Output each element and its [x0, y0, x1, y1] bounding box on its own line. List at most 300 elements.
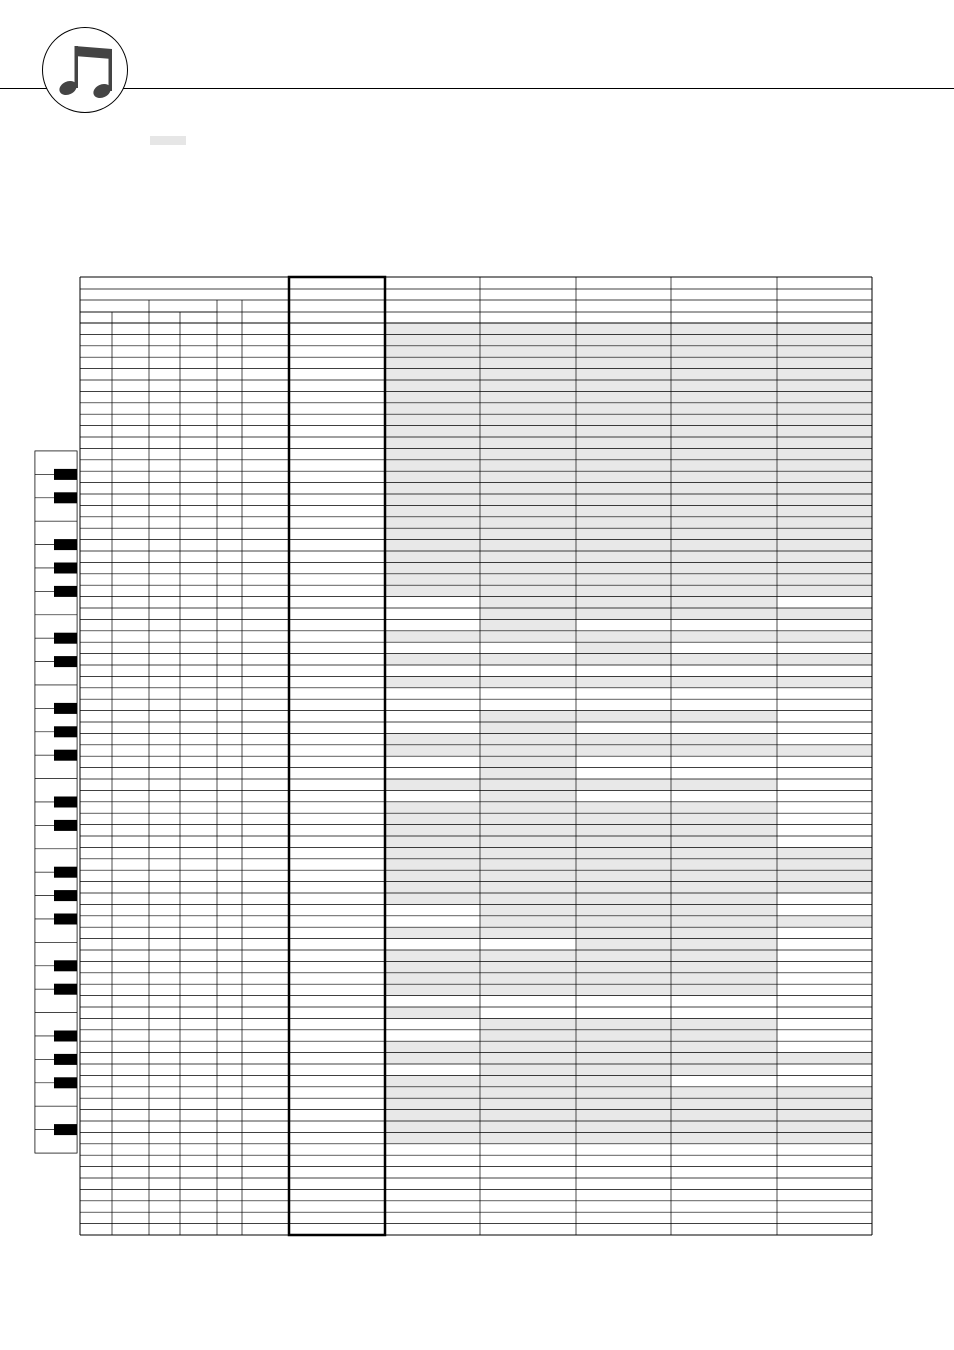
black-key — [54, 960, 77, 971]
shaded-cell — [481, 813, 576, 824]
shaded-cell — [672, 825, 777, 836]
shaded-cell — [778, 346, 872, 357]
shaded-cell — [672, 1053, 777, 1064]
shaded-cell — [386, 551, 480, 562]
shaded-cell — [386, 631, 480, 642]
shaded-cell — [481, 1132, 576, 1143]
shaded-cell — [577, 631, 671, 642]
shaded-cell — [778, 1053, 872, 1064]
shaded-cell — [778, 676, 872, 687]
shaded-cell — [577, 380, 671, 391]
shaded-cell — [481, 984, 576, 995]
shaded-cell — [481, 1041, 576, 1052]
shaded-cell — [778, 528, 872, 539]
shaded-cell — [386, 323, 480, 334]
black-key — [54, 797, 77, 808]
shaded-cell — [386, 882, 480, 893]
shaded-cell — [481, 927, 576, 938]
shaded-cell — [481, 893, 576, 904]
shaded-cell — [481, 460, 576, 471]
shaded-cell — [481, 1018, 576, 1029]
shaded-cell — [481, 733, 576, 744]
shaded-cell — [672, 676, 777, 687]
shaded-cell — [778, 870, 872, 881]
shaded-cell — [672, 961, 777, 972]
shaded-cell — [577, 562, 671, 573]
shaded-cell — [386, 357, 480, 368]
shaded-cell — [386, 426, 480, 437]
shaded-cell — [386, 825, 480, 836]
shaded-cell — [481, 916, 576, 927]
shaded-cell — [481, 676, 576, 687]
shaded-cell — [386, 676, 480, 687]
shaded-cell — [778, 369, 872, 380]
shaded-cell — [386, 927, 480, 938]
shaded-cell — [386, 950, 480, 961]
shaded-cell — [778, 1110, 872, 1121]
shaded-cell — [577, 505, 671, 516]
shaded-cell — [577, 893, 671, 904]
shaded-cell — [481, 380, 576, 391]
shaded-cell — [778, 391, 872, 402]
shaded-cell — [386, 403, 480, 414]
shaded-cell — [481, 540, 576, 551]
shaded-cell — [672, 517, 777, 528]
shaded-cell — [672, 608, 777, 619]
shaded-cell — [481, 722, 576, 733]
shaded-cell — [386, 836, 480, 847]
shaded-cell — [481, 870, 576, 881]
shaded-cell — [577, 448, 671, 459]
shaded-cell — [672, 882, 777, 893]
black-key — [54, 492, 77, 503]
shaded-cell — [481, 1087, 576, 1098]
black-key — [54, 890, 77, 901]
shaded-cell — [481, 847, 576, 858]
shaded-cell — [778, 608, 872, 619]
shaded-cell — [386, 471, 480, 482]
shaded-cell — [481, 551, 576, 562]
shaded-cell — [778, 882, 872, 893]
shaded-cell — [386, 1121, 480, 1132]
shaded-cell — [672, 654, 777, 665]
shaded-cell — [577, 369, 671, 380]
shaded-cell — [481, 403, 576, 414]
shaded-cell — [672, 505, 777, 516]
shaded-cell — [672, 403, 777, 414]
shaded-cell — [672, 984, 777, 995]
shaded-cell — [778, 859, 872, 870]
shaded-cell — [672, 494, 777, 505]
shaded-cell — [386, 847, 480, 858]
black-key — [54, 1124, 77, 1135]
shaded-cell — [577, 882, 671, 893]
black-key — [54, 539, 77, 550]
shaded-cell — [778, 631, 872, 642]
shaded-cell — [386, 1098, 480, 1109]
shaded-cell — [672, 1087, 777, 1098]
shaded-cell — [577, 973, 671, 984]
shaded-cell — [577, 540, 671, 551]
shaded-cell — [481, 768, 576, 779]
shaded-cell — [778, 334, 872, 345]
shaded-cell — [481, 494, 576, 505]
shaded-cell — [577, 802, 671, 813]
shaded-cell — [577, 1041, 671, 1052]
shaded-cell — [778, 448, 872, 459]
black-key — [54, 820, 77, 831]
shaded-cell — [577, 471, 671, 482]
shaded-cell — [386, 391, 480, 402]
shaded-cell — [778, 357, 872, 368]
shaded-cell — [672, 916, 777, 927]
shaded-cell — [577, 585, 671, 596]
shaded-cell — [577, 403, 671, 414]
shaded-cell — [386, 380, 480, 391]
shaded-cell — [577, 323, 671, 334]
shaded-cell — [386, 802, 480, 813]
shaded-cell — [672, 802, 777, 813]
shaded-cell — [577, 460, 671, 471]
shaded-cell — [386, 779, 480, 790]
shaded-cell — [778, 505, 872, 516]
shaded-cell — [778, 654, 872, 665]
shaded-cell — [481, 369, 576, 380]
shaded-cell — [386, 1132, 480, 1143]
black-key — [54, 726, 77, 737]
shaded-cell — [386, 1053, 480, 1064]
shaded-cell — [778, 585, 872, 596]
shaded-cell — [577, 745, 671, 756]
black-key — [54, 984, 77, 995]
shaded-cell — [386, 1041, 480, 1052]
shaded-cell — [386, 505, 480, 516]
shaded-cell — [672, 745, 777, 756]
shaded-cell — [672, 870, 777, 881]
shaded-cell — [386, 870, 480, 881]
shaded-cell — [481, 836, 576, 847]
shaded-cell — [386, 961, 480, 972]
shaded-cell — [481, 608, 576, 619]
shaded-cell — [577, 825, 671, 836]
shaded-cell — [481, 334, 576, 345]
shaded-cell — [778, 1121, 872, 1132]
shaded-cell — [577, 608, 671, 619]
shaded-cell — [577, 597, 671, 608]
shaded-cell — [481, 471, 576, 482]
shaded-cell — [386, 1075, 480, 1086]
shaded-cell — [778, 745, 872, 756]
shaded-cell — [577, 813, 671, 824]
shaded-cell — [672, 836, 777, 847]
shaded-cell — [386, 859, 480, 870]
shaded-cell — [577, 346, 671, 357]
shaded-cell — [672, 528, 777, 539]
shaded-cell — [672, 813, 777, 824]
shaded-cell — [481, 391, 576, 402]
shaded-cell — [577, 654, 671, 665]
shaded-cell — [386, 973, 480, 984]
shaded-cell — [672, 380, 777, 391]
shaded-cell — [386, 984, 480, 995]
shaded-cell — [386, 448, 480, 459]
shaded-cell — [577, 733, 671, 744]
shaded-cell — [778, 414, 872, 425]
shaded-cell — [386, 528, 480, 539]
shaded-cell — [481, 790, 576, 801]
shaded-cell — [577, 1087, 671, 1098]
shaded-cell — [778, 494, 872, 505]
shaded-cell — [577, 939, 671, 950]
shaded-cell — [672, 540, 777, 551]
shaded-cell — [577, 836, 671, 847]
shaded-cell — [778, 574, 872, 585]
shaded-cell — [481, 1030, 576, 1041]
shaded-cell — [672, 334, 777, 345]
shaded-cell — [386, 346, 480, 357]
shaded-cell — [481, 619, 576, 630]
shaded-cell — [577, 528, 671, 539]
shaded-cell — [672, 460, 777, 471]
shaded-cell — [577, 961, 671, 972]
shaded-cell — [778, 323, 872, 334]
shaded-cell — [778, 551, 872, 562]
shaded-cell — [577, 779, 671, 790]
shaded-cell — [481, 1121, 576, 1132]
shaded-cell — [577, 1110, 671, 1121]
black-key — [54, 586, 77, 597]
shaded-cell — [577, 1064, 671, 1075]
shaded-cell — [481, 882, 576, 893]
black-key — [54, 656, 77, 667]
shaded-cell — [577, 870, 671, 881]
shaded-cell — [672, 1041, 777, 1052]
shaded-cell — [386, 733, 480, 744]
shaded-cell — [481, 711, 576, 722]
shaded-cell — [481, 825, 576, 836]
shaded-cell — [778, 916, 872, 927]
shaded-cell — [386, 540, 480, 551]
shaded-cell — [481, 597, 576, 608]
shaded-cell — [481, 802, 576, 813]
shaded-cell — [386, 562, 480, 573]
shaded-cell — [778, 1132, 872, 1143]
shaded-cell — [386, 654, 480, 665]
shaded-cell — [778, 380, 872, 391]
shaded-cell — [778, 562, 872, 573]
shaded-cell — [386, 334, 480, 345]
shaded-cell — [577, 676, 671, 687]
shaded-cell — [672, 927, 777, 938]
shaded-cell — [386, 813, 480, 824]
shaded-cell — [672, 1132, 777, 1143]
shaded-cell — [672, 631, 777, 642]
shaded-cell — [778, 517, 872, 528]
shaded-cell — [672, 950, 777, 961]
shaded-cell — [386, 574, 480, 585]
shaded-cell — [672, 893, 777, 904]
shaded-cell — [577, 642, 671, 653]
shaded-cell — [481, 426, 576, 437]
shaded-cell — [778, 847, 872, 858]
shaded-cell — [672, 711, 777, 722]
shaded-cell — [386, 893, 480, 904]
shaded-cell — [386, 483, 480, 494]
shaded-cell — [672, 551, 777, 562]
shaded-cell — [386, 369, 480, 380]
shaded-cell — [386, 494, 480, 505]
black-key — [54, 867, 77, 878]
shaded-cell — [672, 1121, 777, 1132]
shaded-cell — [672, 1110, 777, 1121]
shaded-cell — [672, 448, 777, 459]
shaded-cell — [386, 414, 480, 425]
black-key — [54, 703, 77, 714]
shaded-cell — [577, 1018, 671, 1029]
shaded-cell — [386, 1007, 480, 1018]
shaded-cell — [778, 1087, 872, 1098]
shaded-cell — [577, 711, 671, 722]
shaded-cell — [672, 1064, 777, 1075]
shaded-cell — [481, 1064, 576, 1075]
shaded-cell — [577, 847, 671, 858]
black-key — [54, 750, 77, 761]
shaded-cell — [672, 597, 777, 608]
shaded-cell — [672, 904, 777, 915]
shaded-cell — [386, 1110, 480, 1121]
shaded-cell — [577, 916, 671, 927]
shaded-cell — [778, 540, 872, 551]
shaded-cell — [672, 483, 777, 494]
shaded-cell — [481, 448, 576, 459]
shaded-cell — [481, 357, 576, 368]
shaded-cell — [481, 904, 576, 915]
shaded-cell — [577, 1132, 671, 1143]
black-key — [54, 563, 77, 574]
shaded-cell — [481, 585, 576, 596]
shaded-cell — [577, 1098, 671, 1109]
shaded-cell — [577, 551, 671, 562]
shaded-cell — [481, 562, 576, 573]
shaded-cell — [481, 483, 576, 494]
shaded-cell — [577, 1053, 671, 1064]
shaded-cell — [481, 950, 576, 961]
shaded-cell — [672, 369, 777, 380]
shaded-cell — [481, 346, 576, 357]
shaded-cell — [481, 1098, 576, 1109]
shaded-cell — [481, 1053, 576, 1064]
shaded-cell — [778, 483, 872, 494]
shaded-cell — [481, 631, 576, 642]
shaded-cell — [672, 1098, 777, 1109]
shaded-cell — [386, 517, 480, 528]
shaded-cell — [577, 950, 671, 961]
shaded-cell — [778, 437, 872, 448]
shaded-cell — [778, 403, 872, 414]
black-key — [54, 633, 77, 644]
shaded-cell — [672, 414, 777, 425]
shaded-cell — [481, 859, 576, 870]
shaded-cell — [577, 437, 671, 448]
shaded-cell — [672, 779, 777, 790]
shaded-cell — [481, 517, 576, 528]
shaded-cell — [481, 654, 576, 665]
shaded-cell — [577, 984, 671, 995]
shaded-cell — [672, 859, 777, 870]
shaded-cell — [481, 505, 576, 516]
shaded-cell — [386, 437, 480, 448]
shaded-cell — [672, 1030, 777, 1041]
shaded-cell — [577, 904, 671, 915]
shaded-cell — [577, 334, 671, 345]
shaded-cell — [481, 323, 576, 334]
shaded-cell — [577, 1030, 671, 1041]
shaded-cell — [672, 847, 777, 858]
black-key — [54, 914, 77, 925]
shaded-cell — [672, 437, 777, 448]
shaded-cell — [481, 414, 576, 425]
shaded-cell — [577, 494, 671, 505]
shaded-cell — [778, 460, 872, 471]
shaded-cell — [672, 323, 777, 334]
shaded-cell — [481, 779, 576, 790]
shaded-cell — [577, 574, 671, 585]
shaded-cell — [481, 1110, 576, 1121]
shaded-cell — [481, 437, 576, 448]
shaded-cell — [672, 357, 777, 368]
shaded-cell — [672, 585, 777, 596]
black-key — [54, 1031, 77, 1042]
black-key — [54, 1077, 77, 1088]
shaded-cell — [481, 1075, 576, 1086]
shaded-cell — [672, 471, 777, 482]
shaded-cell — [778, 471, 872, 482]
shaded-cell — [481, 756, 576, 767]
shaded-cell — [577, 927, 671, 938]
shaded-cell — [481, 528, 576, 539]
shaded-cell — [577, 357, 671, 368]
shaded-cell — [672, 733, 777, 744]
shaded-cell — [577, 414, 671, 425]
shaded-cell — [577, 391, 671, 402]
shaded-cell — [577, 859, 671, 870]
shaded-cell — [481, 745, 576, 756]
shaded-cell — [778, 1098, 872, 1109]
shaded-cell — [577, 483, 671, 494]
shaded-cell — [386, 1087, 480, 1098]
shaded-cell — [672, 973, 777, 984]
shaded-cell — [672, 562, 777, 573]
shaded-cell — [778, 426, 872, 437]
black-key — [54, 1054, 77, 1065]
shaded-cell — [577, 426, 671, 437]
shaded-cell — [386, 585, 480, 596]
shaded-cell — [481, 961, 576, 972]
shaded-cell — [672, 939, 777, 950]
shaded-cell — [577, 1121, 671, 1132]
shaded-cell — [481, 973, 576, 984]
shaded-cell — [672, 574, 777, 585]
shaded-cell — [672, 1018, 777, 1029]
shaded-cell — [577, 1075, 671, 1086]
black-key — [54, 469, 77, 480]
shaded-cell — [386, 460, 480, 471]
shaded-cell — [577, 517, 671, 528]
shaded-cell — [672, 346, 777, 357]
shaded-cell — [481, 574, 576, 585]
shaded-cell — [672, 426, 777, 437]
shaded-cell — [672, 391, 777, 402]
